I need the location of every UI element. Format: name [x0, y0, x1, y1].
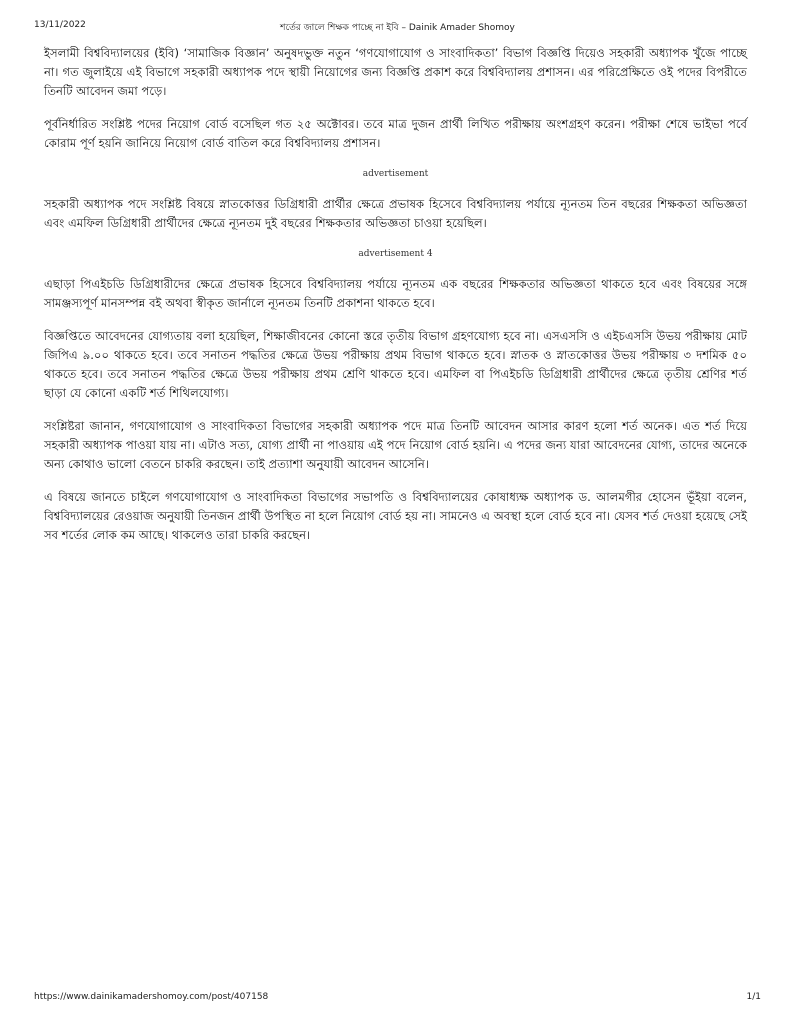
document-title: শর্তের জালে শিক্ষক পাচ্ছে না ইবি – Dainik Amader Shomoy [280, 23, 515, 33]
article-paragraph: ইসলামী বিশ্ববিদ্যালয়ের (ইবি) ‘সামাজিক বিজ্ঞান’ অনুষদভুক্ত নতুন ‘গণযোগাযোগ ও সাংবাদিকতা’ বিভাগ বিজ্ঞপ্তি দিয়েও সহকারী অধ্যাপক খুঁজে পাচ্ছে না। গত জুলাইয়ে এই বিভাগে সহকারী অধ্যাপক পদে স্থায়ী নিয়োগের জন্য বিজ্ঞপ্তি প্রকাশ করে বিশ্ববিদ্যালয় প্রশাসন। এর পরিপ্রেক্ষিতে ওই পদের বিপরীতে তিনটি আবেদন জমা পড়ে। [44, 46, 747, 98]
advertisement-label: advertisement [362, 169, 429, 179]
print-header [34, 20, 761, 34]
print-date: 13/11/2022 [34, 20, 86, 30]
article-paragraph: সহকারী অধ্যাপক পদে সংশ্লিষ্ট বিষয়ে স্নাতকোত্তর ডিগ্রিধারী প্রার্থীর ক্ষেত্রে প্রভাষক হিসেবে বিশ্ববিদ্যালয় পর্যায়ে ন্যূনতম তিন বছরের শিক্ষকতা অভিজ্ঞতা এবং এমফিল ডিগ্রিধারী প্রার্থীদের ক্ষেত্রে ন্যূনতম দুই বছরের শিক্ষকতার অভিজ্ঞতা চাওয়া হয়েছিল। [44, 197, 747, 230]
article-paragraph: এ বিষয়ে জানতে চাইলে গণযোগাযোগ ও সাংবাদিকতা বিভাগের সভাপতি ও বিশ্ববিদ্যালয়ের কোষাধ্যক্ষ অধ্যাপক ড. আলমগীর হোসেন ভূঁইয়া বলেন, বিশ্ববিদ্যালয়ের রেওয়াজ অনুযায়ী তিনজন প্রার্থী উপস্থিত না হলে নিয়োগ বোর্ড হয় না। সামনেও এ অবস্থা হলে বোর্ড হবে না। যেসব শর্ত দেওয়া হয়েছে সেই সব শর্তের লোক কম আছে। থাকলেও তারা চাকরি করছেন। [44, 490, 747, 542]
page-url: https://www.dainikamadershomoy.com/post/407158 [34, 992, 269, 1002]
article-body [44, 44, 747, 559]
article-paragraph: পূর্বনির্ধারিত সংশ্লিষ্ট পদের নিয়োগ বোর্ড বসেছিল গত ২৫ অক্টোবর। তবে মাত্র দুজন প্রার্থী লিখিত পরীক্ষায় অংশগ্রহণ করেন। পরীক্ষা শেষে ভাইভা পর্বে কোরাম পূর্ণ হয়নি জানিয়ে নিয়োগ বোর্ড বাতিল করে বিশ্ববিদ্যালয় প্রশাসন। [44, 117, 747, 150]
print-footer [34, 992, 761, 1006]
article-paragraph: এছাড়া পিএইচডি ডিগ্রিধারীদের ক্ষেত্রে প্রভাষক হিসেবে বিশ্ববিদ্যালয় পর্যায়ে ন্যূনতম এক বছরের শিক্ষকতার অভিজ্ঞতা থাকতে হবে এবং বিষয়ের সঙ্গে সামঞ্জস্যপূর্ণ মানসম্পন্ন বই অথবা স্বীকৃত জার্নালে ন্যূনতম তিনটি প্রকাশনা থাকতে হবে। [44, 277, 747, 310]
advertisement-label: advertisement 4 [358, 249, 433, 259]
article-paragraph: সংশ্লিষ্টরা জানান, গণযোগাযোগ ও সাংবাদিকতা বিভাগের সহকারী অধ্যাপক পদে মাত্র তিনটি আবেদন আসার কারণ হলো শর্ত অনেক। এত শর্ত দিয়ে সহকারী অধ্যাপক পাওয়া যায় না। এটাও সত্য, যোগ্য প্রার্থী না পাওয়ায় এই পদে নিয়োগ বোর্ড হয়নি। এ পদের জন্য যারা আবেদনের যোগ্য, তাদের অনেকে অন্য কোথাও ভালো বেতনে চাকরি করছেন। তাই প্রত্যাশা অনুযায়ী আবেদন আসেনি। [44, 419, 747, 471]
article-paragraph: বিজ্ঞপ্তিতে আবেদনের যোগ্যতায় বলা হয়েছিল, শিক্ষাজীবনের কোনো স্তরে তৃতীয় বিভাগ গ্রহণযোগ্য হবে না। এসএসসি ও এইচএসসি উভয় পরীক্ষায় মোট জিপিএ ৯.০০ থাকতে হবে। তবে সনাতন পদ্ধতির ক্ষেত্রে উভয় পরীক্ষায় প্রথম বিভাগ থাকতে হবে। স্নাতক ও স্নাতকোত্তর উভয় পরীক্ষায় ৩ দশমিক ৫০ থাকতে হবে। তবে সনাতন পদ্ধতির ক্ষেত্রে উভয় পরীক্ষায় প্রথম শ্রেণি থাকতে হবে। এমফিল বা পিএইচডি ডিগ্রিধারী প্রার্থীদের ক্ষেত্রে তৃতীয় শ্রেণির শর্ত ছাড়া যে কোনো একটি শর্ত শিথিলযোগ্য। [44, 329, 747, 400]
page-number: 1/1 [746, 992, 761, 1002]
